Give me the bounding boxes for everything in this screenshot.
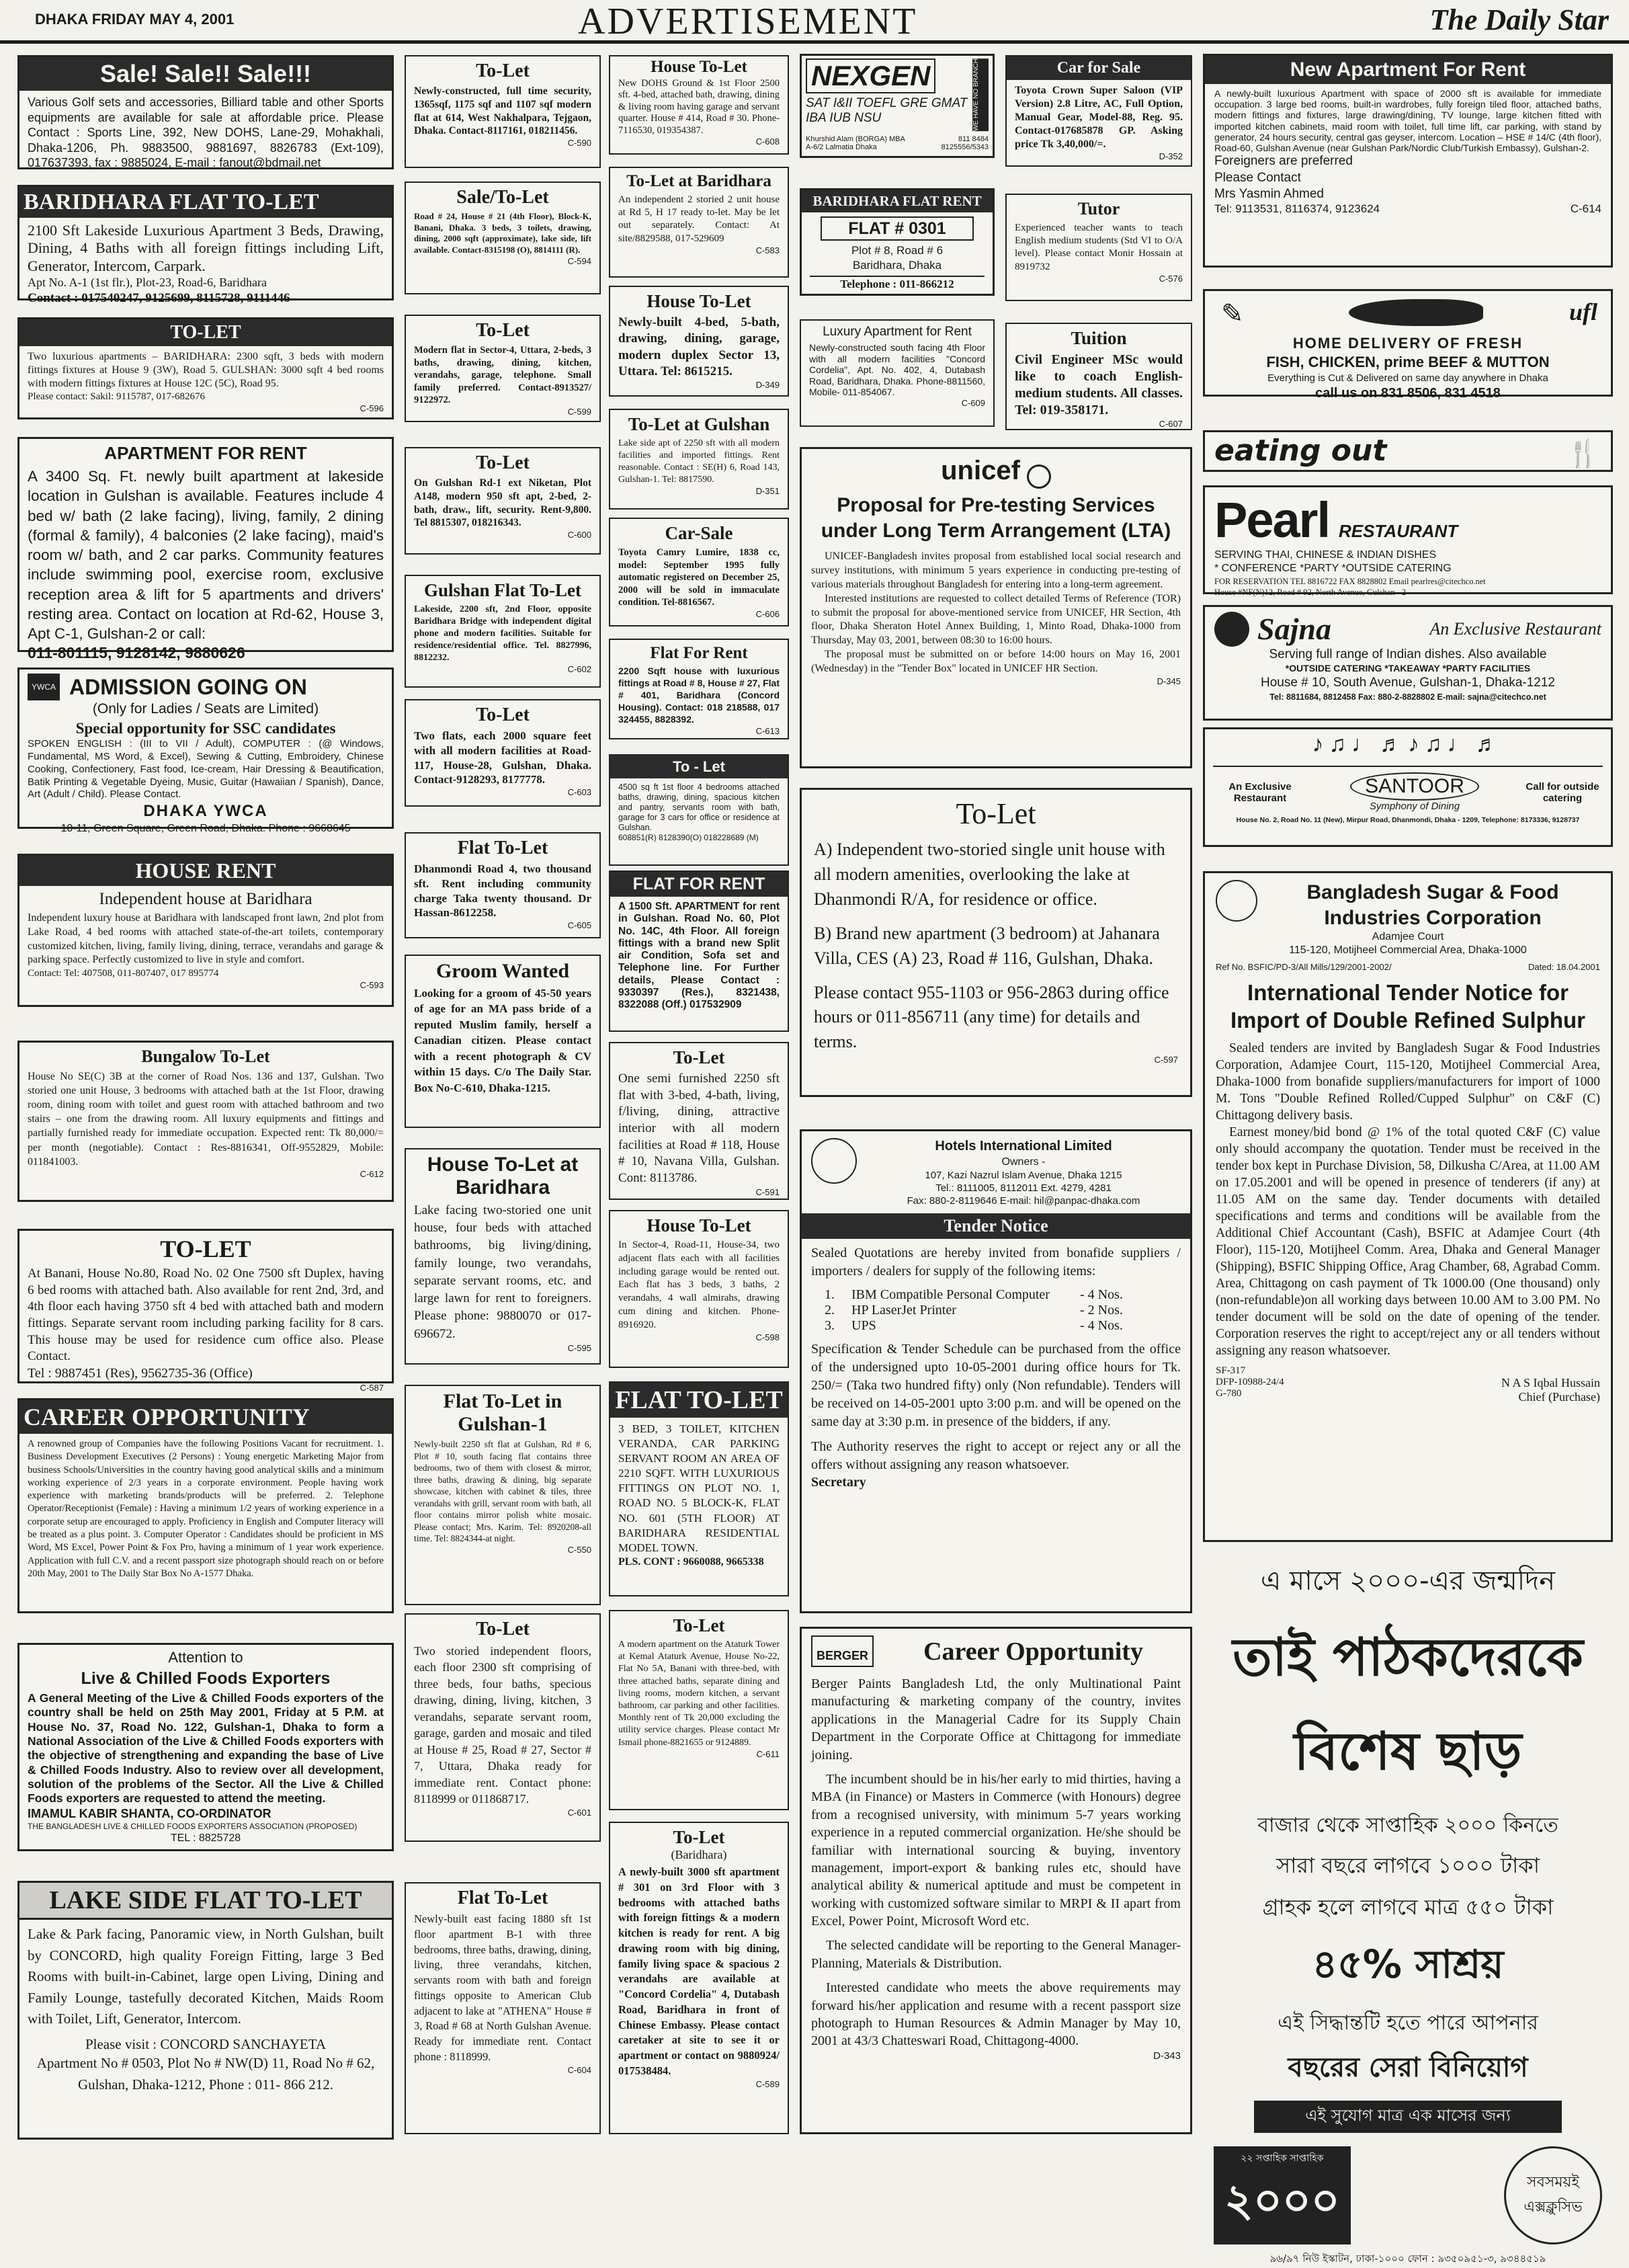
ad-title: Sale! Sale!! Sale!!! bbox=[19, 57, 392, 91]
ad-special: Special opportunity for SSC candidates bbox=[75, 719, 336, 737]
ad-contact: Please contact: Sakil: 9115787, 017-682676 bbox=[28, 391, 205, 402]
nexgen-logo: NEXGEN bbox=[806, 58, 935, 93]
hotels-address: 107, Kazi Nazrul Islam Avenue, Dhaka 1215 bbox=[925, 1170, 1122, 1182]
ad-title: TO-LET bbox=[160, 1236, 251, 1262]
ad-ref: C-589 bbox=[755, 2078, 780, 2089]
sajna-address: House # 10, South Avenue, Gulshan-1, Dhaka-1212 bbox=[1260, 676, 1555, 690]
ad-flat-rent-concord bbox=[609, 639, 789, 739]
ad-body: Independent luxury house at Baridhara with landscaped front lawn, 2nd plot from Lake Road, 4 bed rooms with attached state-of-the-art toilets, contemporary customized kitchen, living, family living, dining, terrace, verandahs and garage & parking space. Perfectly customized to live in style and comfort. bbox=[28, 912, 384, 966]
ad-tolet-two-storied bbox=[405, 1613, 601, 1842]
bsfic-logo-icon bbox=[1216, 880, 1257, 922]
ad-body: Newly-constructed south facing 4th Floor with all modern facilities "Concord Cordelia", Apt. No. 402, 4, Dutabash Road, Baridhara, Dhaka. Phone-8811560, Mobile- 011-854067. bbox=[809, 342, 985, 398]
ad-body: Newly-built 2250 sft flat at Gulshan, Rd # 6, Plot # 10, south facing flat contains three bedrooms, two of them with closest & mirror, three baths, drawing & dining, big separate showcase, kitchen with cabinet & tiles, three verandahs with grill, servant room with bath, all floor contains mirror polish white mosaic. Please contact; Mrs. Karim. Tel: 8920208-all time. Tel: 8824344-at night. bbox=[414, 1439, 591, 1544]
ad-title: Gulshan Flat To-Let bbox=[423, 580, 582, 600]
pearl-address: House #NF(N)12, Road # 92, North Avenue, Gulshan - 2 bbox=[1214, 587, 1407, 597]
weekly-line-7: ৪৫% সাশ্রয় bbox=[1312, 1941, 1504, 1987]
bsfic-address: 115-120, Motijheel Commercial Area, Dhaka-1000 bbox=[1289, 944, 1527, 957]
ad-ref: C-599 bbox=[567, 406, 591, 417]
section-title: ADVERTISEMENT bbox=[578, 1, 918, 42]
ad-title: Flat To-Let bbox=[457, 1888, 548, 1908]
ad-body: On Gulshan Rd-1 ext Niketan, Plot A148, modern 950 sft apt, 2-bed, 2-bath, draw., lift, security. Rent-9,800. Tel 8815307, 018216343. bbox=[414, 477, 591, 529]
weekly-line-4: বাজার থেকে সাপ্তাহিক ২০০০ কিনতে bbox=[1257, 1814, 1558, 1837]
ad-tolet-banani bbox=[17, 1229, 394, 1393]
ad-body: A newly-built luxurious Apartment with space of 2000 sft is available for immediate occupation. 3 large bed rooms, built-in wardrobes, fully foreign tiled floor, attached baths, modern fittings and fixtures, large drawing/dining, TV lounge, large kitchen fitted with imported kitchen cabinets, maid room with toilet, full time lift, car parking, with stand by generator, 24 hours security, central gas geyser, intercom. Location – HSE # 14/C (4th floor), Road-60, Gulshan Avenue (near Gulshan Park/Nordic Club/Turkish Embassy), Gulshan-2. bbox=[1214, 88, 1601, 154]
ad-car-for-sale bbox=[1005, 55, 1192, 167]
ad-title: Proposal for Pre-testing Services under Long Term Arrangement (LTA) bbox=[821, 494, 1171, 542]
ad-body: 3 BED, 3 TOILET, KITCHEN VERANDA, CAR PARKING SERVANT ROOM AN AREA OF 2210 SQFT. WITH LUXURIOUS FITTINGS ON PLOT NO. 1, ROAD NO. 5 BLOCK-K, FLAT NO. 601 (5TH FLOOR) AT BARIDHARA RESIDENTIAL MODEL TOWN. bbox=[618, 1422, 780, 1554]
ad-body: Newly-constructed, full time security, 1365sqf, 1175 sqf and 1107 sqf modern flat at 614, West Nakhalpara, Tejgaon, Dhaka. Contact-8117161, 018211456. bbox=[414, 85, 591, 137]
ad-tolet-4500 bbox=[609, 754, 789, 866]
ad-association: THE BANGLADESH LIVE & CHILLED FOODS EXPORTERS ASSOCIATION (PROPOSED) bbox=[28, 1821, 358, 1831]
ad-tel: Tel: 9113531, 8116374, 9123624 bbox=[1214, 202, 1380, 216]
pearl-serving: SERVING THAI, CHINESE & INDIAN DISHES bbox=[1214, 549, 1437, 561]
santoor-tag: Symphony of Dining bbox=[1369, 801, 1460, 812]
ad-body: New DOHS Ground & 1st Floor 2500 sft. 4-bed, attached bath, drawing, dining & living room having garage and servant quarter. House # 414, Road # 30. Phone-7116530, 019354387. bbox=[618, 78, 780, 136]
ad-visit: Please visit : CONCORD SANCHAYETA bbox=[85, 2035, 327, 2052]
ad-ref: C-607 bbox=[1159, 419, 1183, 429]
hotels-fax: Fax: 880-2-8119646 E-mail: hil@panpac-dhaka.com bbox=[907, 1195, 1140, 1207]
ad-body: Lake facing two-storied one unit house, four beds with attached bathrooms, big living/dining, family lounge, two verandahs, separate servant rooms, etc. and large lawn for rent to foreigners. Please phone: 9880070 or 017-696672. bbox=[414, 1203, 591, 1341]
ad-title: To-Let at Baridhara bbox=[626, 172, 771, 190]
unicef-logo: unicef bbox=[941, 456, 1020, 485]
weekly-line-6: গ্রাহক হলে লাগবে মাত্র ৫৫০ টাকা bbox=[1262, 1894, 1554, 1920]
ad-flat-number: FLAT # 0301 bbox=[821, 216, 974, 241]
weekly-line-2: তাই পাঠকদেরকে bbox=[1233, 1627, 1583, 1688]
ad-tolet-two-flats bbox=[405, 699, 601, 807]
music-notes-icon: ♪♫♩♬♪♫♩♬ bbox=[1213, 732, 1603, 767]
ad-body-3: The selected candidate will be reporting to the General Manager-Planning, Materials & Distribution. bbox=[811, 1938, 1181, 1971]
nexgen-phone2: 8125556/5343 bbox=[941, 143, 989, 152]
sajna-logo-icon bbox=[1214, 612, 1249, 647]
ad-body: Two luxurious apartments – BARIDHARA: 2300 sqft, 3 beds with modern fittings fixtures at House 9 (3W), Road 5. GULSHAN: 3000 sqft 4 bed rooms with modern fittings fixtures at House 12C (5C), Road 95. bbox=[28, 351, 384, 389]
ad-body: 2100 Sft Lakeside Luxurious Apartment 3 Beds, Drawing, Dining, 4 Baths with all foreign fittings including Lift, Generator, Intercom, Carpark. bbox=[28, 222, 384, 274]
ad-body: Newly-built east facing 1880 sft 1st floor apartment B-1 with three bedrooms, three baths, drawing, dining, living, three verandahs, kitchen, servants room with bath and foreign fittings opposite to American Club adjacent to lake at "ATHENA" House # 3, Road # 68 at North Gulshan Avenue. Ready for immediate rent. Contact phone : 8118999. bbox=[414, 1912, 591, 2063]
ad-tolet-concord-cordelia bbox=[609, 1822, 789, 2134]
hotels-logo-icon bbox=[811, 1138, 857, 1184]
weekly-line-10: এই সুযোগ মাত্র এক মাসের জন্য bbox=[1254, 2101, 1562, 2133]
ad-ref: C-597 bbox=[1154, 1055, 1178, 1065]
ad-career bbox=[17, 1398, 394, 1613]
sajna-catering: *OUTSIDE CATERING *TAKEAWAY *PARTY FACILITIES bbox=[1285, 663, 1531, 674]
ad-sign: Secretary bbox=[811, 1474, 866, 1490]
ad-body: A modern apartment on the Ataturk Tower at Kemal Ataturk Avenue, House No-22, Flat No 5A, Banani with three-bed, with three attached baths, separate dining and living rooms, modern kitchen, a servant bathroom, car parking and other facilities. Monthly rent of Tk 20,000 excluding the utility service charges. Please contact Mr Ismail phone-8821655 or 9124889. bbox=[618, 1639, 780, 1748]
ad-ref: C-576 bbox=[1159, 273, 1183, 284]
ad-name: Mrs Yasmin Ahmed bbox=[1214, 187, 1324, 202]
ad-note: Everything is Cut & Delivered on same day anywhere in Dhaka bbox=[1267, 372, 1548, 384]
hotels-owners: Owners - bbox=[1001, 1156, 1046, 1168]
ad-ref: D-349 bbox=[755, 380, 780, 391]
bsfic-court: Adamjee Court bbox=[1372, 931, 1444, 942]
ad-body: Road # 24, House # 21 (4th Floor), Block-K, Banani, Dhaka. 3 beds, 3 toilets, drawing, dining, 2000 sqft (approximate), lake side, lift available. Contact-8315198 (O), 8814111 (R). bbox=[414, 211, 591, 255]
ad-ref: C-608 bbox=[755, 136, 780, 147]
ad-tel: TEL : 8825728 bbox=[170, 1832, 241, 1845]
ad-nexgen bbox=[800, 54, 995, 158]
ad-ref: C-605 bbox=[567, 920, 591, 930]
weekly-line-9: বছরের সেরা বিনিয়োগ bbox=[1288, 2052, 1528, 2083]
sajna-name: Sajna bbox=[1257, 612, 1331, 646]
ad-title: HOME DELIVERY OF FRESH bbox=[1292, 335, 1523, 352]
ad-title: BARIDHARA FLAT TO-LET bbox=[19, 187, 392, 218]
page-header bbox=[0, 0, 1629, 44]
ad-flat-athena bbox=[405, 1882, 601, 2134]
ad-ref: C-594 bbox=[567, 255, 591, 266]
pearl-logo: Pearl bbox=[1214, 492, 1330, 548]
ad-bungalow bbox=[17, 1041, 394, 1202]
ad-body: Various Golf sets and accessories, Billiard table and other Sports equipments are available for sale at affordable price. Please Contact : Sports Line, 392, New DOHS, Lane-29, Mohakhali, Dhaka-1206, Ph. 9883500, 9881697, 8826783 (Ext-109), 017637393, fax : 9885024, E-mail : fanout@bdmail.net bbox=[28, 95, 384, 169]
ad-sale-tolet bbox=[405, 181, 601, 294]
nexgen-courses: SAT I&II TOEFL GRE GMAT IBA IUB NSU bbox=[806, 96, 968, 125]
ywca-logo: YWCA bbox=[28, 674, 60, 700]
santoor-right: Call for outside catering bbox=[1526, 780, 1599, 804]
ad-body: 4500 sq ft 1st floor 4 bedrooms attached baths, drawing, dining, spacious kitchen and pantry, servants room with bath, garage for 3 cars for office or residence at Gulshan. bbox=[618, 782, 780, 832]
ad-subtitle: (Baridhara) bbox=[671, 1848, 727, 1861]
ad-ref: C-591 bbox=[755, 1186, 780, 1197]
santoor-name: SANTOOR bbox=[1350, 772, 1479, 801]
ad-ref: C-550 bbox=[567, 1544, 591, 1555]
ad-body-4: Interested candidate who meets the above requirements may forward his/her application and resume with a recent passport size photograph to Human Resources & Admin Manager by May 10, 2001 at 43/3 Chatteswari Road, Chittagong-4000. bbox=[811, 1980, 1181, 2049]
weekly-line-8: এই সিদ্ধান্তটি হতে পারে আপনার bbox=[1278, 2011, 1538, 2035]
ad-body: 2200 Sqft house with luxurious fittings at Road # 8, House # 27, Flat # 401, Baridhara (Concord Housing). Contact: 018 218588, 017 324455, 8828392. bbox=[618, 665, 780, 725]
ad-address: 10-11, Green Square, Green Road, Dhaka. Phone : 9668645 bbox=[60, 822, 351, 834]
ad-title: FLAT FOR RENT bbox=[610, 872, 788, 897]
ad-body: Two flats, each 2000 square feet with all modern facilities at Road-117, House-28, Gulshan, Dhaka. Contact-9128293, 8177778. bbox=[414, 729, 591, 786]
ad-title: To-Let bbox=[476, 1619, 530, 1639]
ad-name: IMAMUL KABIR SHANTA, CO-ORDINATOR bbox=[28, 1806, 272, 1820]
ad-title: To-Let bbox=[476, 60, 530, 81]
berger-logo: BERGER bbox=[811, 1635, 874, 1667]
ad-title: ADMISSION GOING ON bbox=[69, 674, 307, 699]
bsfic-refno: Ref No. BSFIC/PD-3/All Mills/129/2001-2002/ bbox=[1216, 961, 1392, 972]
ufl-logo: ufl bbox=[1569, 298, 1597, 325]
ad-title: Groom Wanted bbox=[435, 960, 570, 982]
weekly-line-5: সারা বছরে লাগবে ১০০০ টাকা bbox=[1276, 1853, 1540, 1878]
ad-ref: C-602 bbox=[567, 663, 591, 674]
ad-title: To-Let bbox=[673, 1615, 725, 1635]
ad-baridhara-flat-rent bbox=[800, 188, 995, 296]
ad-house-rent bbox=[17, 854, 394, 1007]
unicef-globe-icon bbox=[1027, 464, 1051, 489]
ad-luxury-apartment bbox=[800, 319, 995, 427]
scribble-icon: ✎ bbox=[1221, 298, 1244, 329]
dish-icon: 🍴 bbox=[1567, 438, 1600, 469]
ad-tolet-dhanmondi bbox=[800, 788, 1192, 1097]
ad-body: Looking for a groom of 45-50 years of age for an MA pass bride of a reputed Muslim family, herself a Canadian citizen. Please contact with a recent photograph & CV within 15 days. C/o The Daily Star. Box No-C-610, Dhaka-1215. bbox=[414, 987, 591, 1094]
ad-flat-rent-gulshan bbox=[609, 870, 789, 1032]
ad-ref: D-351 bbox=[755, 485, 780, 496]
list-item: 3. UPS - 4 Nos. bbox=[825, 1318, 1123, 1333]
ad-car-sale bbox=[609, 518, 789, 626]
ad-body-3: The proposal must be submitted on or before 14:00 hours on May 16, 2001 (Wednesday) in the "Tender Box" located in UNICEF HR Section. bbox=[811, 648, 1181, 674]
nexgen-name: Khurshid Alam (BORGA) MBA bbox=[806, 135, 905, 144]
santoor-left: An Exclusive Restaurant bbox=[1228, 780, 1292, 804]
tender-items bbox=[825, 1287, 1181, 1334]
ad-unicef bbox=[800, 447, 1192, 768]
ad-phones: 011-801115, 9128142, 9880626 bbox=[28, 644, 245, 662]
ad-title: Career Opportunity bbox=[923, 1637, 1143, 1666]
ad-house-sector4 bbox=[609, 1210, 789, 1368]
ad-apartment-rent bbox=[17, 437, 394, 662]
ad-flat-gulshan1 bbox=[405, 1385, 601, 1605]
ad-body: A 3400 Sq. Ft. newly built apartment at lakeside location in Gulshan is available. Features include 4 bed w/ bath (2 lake facing), living, family, 2 dining (formal & family), 4 balconies (2 lake facing), maid's room w/ bath, and 2 car parks. Community features include swimming pool, exercise room, exclusive reception area & lift for 5 apartments and drivers' resting area. Contact on location at Rd-62, House 3, Apt C-1, Gulshan-2 or call: bbox=[28, 468, 384, 642]
ad-tolet-baridhara bbox=[609, 167, 789, 278]
ad-contact: 608851(R) 8128390(O) 018228689 (M) bbox=[618, 833, 759, 842]
hotels-name: Hotels International Limited bbox=[935, 1139, 1112, 1153]
nexgen-address: A-6/2 Lalmatia Dhaka bbox=[806, 143, 877, 152]
ad-title: To-Let bbox=[956, 797, 1036, 830]
ad-body: A General Meeting of the Live & Chilled Foods exporters of the country shall be held on 25th May 2001, Friday at 5 P.M. at House No. 37, Road No. 122, Gulshan-1, Dhaka to form a National Association of the Live & Chilled Foods exporters with the objective of strengthening and expanding the base of Live & Chilled Foods Industry. Also to review over all development, solution of the problems of the Sector. All the Live & Chilled Foods exporters are requested to attend the meeting. bbox=[28, 1691, 384, 1806]
nexgen-phone: 811 8484 bbox=[958, 135, 989, 144]
ad-title: Tutor bbox=[1077, 199, 1120, 218]
pearl-tag: RESTAURANT bbox=[1339, 521, 1458, 541]
ad-title: To-Let bbox=[476, 452, 530, 473]
ad-tolet-navana bbox=[609, 1042, 789, 1200]
ad-ref: C-590 bbox=[567, 138, 591, 149]
bsfic-title: Bangladesh Sugar & Food Industries Corporation bbox=[1306, 881, 1559, 929]
ad-lakeside bbox=[17, 1881, 394, 2140]
ad-ref: C-612 bbox=[360, 1168, 384, 1179]
header-date: DHAKA FRIDAY MAY 4, 2001 bbox=[35, 11, 235, 28]
ad-title: Attention to bbox=[168, 1649, 243, 1666]
ad-ref: C-596 bbox=[360, 403, 384, 414]
list-item: 1. IBM Compatible Personal Computer - 4 Nos. bbox=[825, 1287, 1123, 1302]
ad-title: APARTMENT FOR RENT bbox=[104, 443, 307, 463]
ad-title: LAKE SIDE FLAT TO-LET bbox=[19, 1883, 392, 1920]
ad-weekly-2000 bbox=[1203, 1546, 1613, 2265]
ad-title: FLAT TO-LET bbox=[610, 1383, 788, 1418]
ad-subtitle: (Only for Ladies / Seats are Limited) bbox=[92, 701, 319, 717]
ad-title: To-Let bbox=[476, 704, 530, 725]
bsfic-dated: Dated: 18.04.2001 bbox=[1528, 961, 1600, 972]
ad-city: Baridhara, Dhaka bbox=[852, 258, 942, 272]
ad-tolet-tejgaon bbox=[405, 55, 601, 168]
ad-body: Experienced teacher wants to teach English medium students (Std VI to O/A level). Please contact Monir Hossain at 8919732 bbox=[1015, 222, 1183, 272]
ad-items: FISH, CHICKEN, prime BEEF & MUTTON bbox=[1266, 354, 1550, 371]
bsfic-sf: SF-317 bbox=[1216, 1365, 1246, 1376]
ad-body: In Sector-4, Road-11, House-34, two adjacent flats each with all facilities including garage would be rented out. Each flat has 3 beds, 3 baths, 2 verandahs, 4 wall almirahs, drawing cum dining and kitchen. Phone-8916920. bbox=[618, 1240, 780, 1330]
ad-address: Apt No. A-1 (1st flr.), Plot-23, Road-6, Baridhara bbox=[28, 276, 267, 290]
weekly-badge: সবসময়ই এক্সক্লুসিভ bbox=[1504, 2146, 1602, 2244]
ad-authority: The Authority reserves the right to accept or reject any or all the offers without assigning any reason whatsoever. bbox=[811, 1439, 1181, 1472]
ad-title: Flat To-Let in Gulshan-1 bbox=[443, 1390, 562, 1435]
ad-santoor-restaurant bbox=[1203, 727, 1613, 847]
ad-title: House To-Let bbox=[646, 291, 751, 311]
ad-tutor bbox=[1005, 194, 1192, 301]
ad-ref: C-611 bbox=[756, 1748, 780, 1759]
ad-body: Two storied independent floors, each floor 2300 sft comprising of three beds, four baths, specious drawing, dining, living, kitchen, 3 verandahs, separate servant room, garage, garden and mosaic and tiled at House # 25, Road # 27, Sector # 7, Uttara, Dhaka ready for immediate rent. Contact phone: 8118999 or 011868717. bbox=[414, 1644, 591, 1806]
santoor-address: House No. 2, Road No. 11 (New), Mirpur Road, Dhanmondi, Dhaka - 1209, Telephone: 8173336, 9128737 bbox=[1236, 816, 1580, 824]
fish-icon bbox=[1349, 299, 1483, 326]
ad-title: House To-Let bbox=[646, 1215, 751, 1236]
ad-body: Civil Engineer MSc would like to coach English-medium students. All classes. Tel: 019-358171. bbox=[1015, 352, 1183, 417]
ad-body: Newly-built 4-bed, 5-bath, drawing, dining, garage, modern duplex Sector 13, Uttara. Tel: 8615215. bbox=[618, 315, 780, 378]
masthead: The Daily Star bbox=[1429, 3, 1609, 36]
ad-body-1: Berger Paints Bangladesh Ltd, the only Multinational Paint manufacturing & marketing company of the country, invites applications in the Managerial Cadre for its Supply Chain Department in the Corporate Office at Chittagong for immediate joining. bbox=[811, 1676, 1181, 1763]
ad-body: SPOKEN ENGLISH : (III to VII / Adult), COMPUTER : (@ Windows, Fundamental, MS Word, & Excel), Sewing & Cutting, Embroidery, Chinese Cooking, Confectionery, Fast food, Ice-cream, Hair Dressing & Beautification, Batik Printing & Vegetable Dyeing, Music, Guitar (Hawaiian / Spanish), Dance, Art (Adult / Child). Please Contact. bbox=[28, 738, 384, 801]
ad-ref: D-352 bbox=[1159, 151, 1183, 161]
weekly-logo: ২০০০ bbox=[1224, 2175, 1340, 2226]
ad-ufl-delivery bbox=[1203, 289, 1613, 401]
ad-ref: C-593 bbox=[360, 980, 384, 991]
bsfic-body-2: Earnest money/bid bond @ 1% of the total quoted C&F (C) value only should accompany the quotation. Tender must be received in the tender box kept in Purchase Division, 58, Dilkusha C/Area, at 11.00 AM on 17.05.2001 and will be opened in presence of tenderers (if any) at 11.05 AM on the same day. Tender documents with detailed specifications and terms and conditions will be available from the Additional Chief Accountant (Cash), BSFIC at Adamjee Court (4th Floor), 115-120, Motijheel Comm. Area, Dhaka and General Manager (Shipping), BSFIC Shipping Office, Arag Chamber, 68, Agrabad Comm. Area, Chittagong on cash payment of Tk 1000.00 (One thousand) only (non-refundable)on all working days between 10.00 AM to 3.00 PM. No tender document will be sold on the date of opening of the tender. Corporation reserves the right to accept/reject any or all tenders without assigning any reason whatsoever. bbox=[1216, 1125, 1600, 1358]
ad-body: At Banani, House No.80, Road No. 02 One 7500 sft Duplex, having 6 bed rooms with attached bath. Also available for rent 2nd, 3rd, and 4th floor each having 3750 sft 4 bed with attached bath and modern fittings. Separate servant room including parking facility for 8 cars. This house may be used for residence cum office also. Please Contact. bbox=[28, 1266, 384, 1364]
sajna-tel: Tel: 8811684, 8812458 Fax: 880-2-8828802 E-mail: sajna@citechco.net bbox=[1269, 692, 1546, 702]
ad-ref: C-606 bbox=[755, 608, 780, 619]
weekly-line-1: এ মাসে ২০০০-এর জন্মদিন bbox=[1260, 1566, 1556, 1596]
ad-body: One semi furnished 2250 sft flat with 3-bed, 4-bath, living, f/living, dining, attractive interior with all modern facilities at Road # 118, House # 10, Navana Villa, Gulshan. Cont: 8113786. bbox=[618, 1071, 780, 1186]
ad-subtitle: Independent house at Baridhara bbox=[99, 890, 312, 908]
ad-ref: C-583 bbox=[755, 245, 780, 255]
weekly-line-3: বিশেষ ছাড় bbox=[1294, 1722, 1522, 1782]
ad-title: Flat To-Let bbox=[457, 838, 548, 858]
ad-title: Tender Notice bbox=[802, 1213, 1190, 1239]
ad-ref: C-603 bbox=[567, 787, 591, 797]
ad-ref: C-600 bbox=[567, 530, 591, 540]
ad-tolet-uttara bbox=[405, 315, 601, 422]
ad-contact: Please contact 955-1103 or 956-2863 during office hours or 011-856711 (any time) for details and terms. bbox=[814, 982, 1169, 1052]
ad-title: Flat For Rent bbox=[650, 644, 748, 662]
ad-call: call us on 831 8506, 831 4518 bbox=[1315, 385, 1501, 401]
bsfic-sign: N A S Iqbal Hussain bbox=[1501, 1375, 1600, 1389]
ad-tolet-gulshan bbox=[609, 409, 789, 510]
ad-contact: PLS. CONT : 9660088, 9665338 bbox=[618, 1555, 764, 1568]
ad-ref: C-609 bbox=[961, 397, 985, 408]
ad-baridhara-flat bbox=[17, 185, 394, 306]
sajna-tag: An Exclusive Restaurant bbox=[1429, 618, 1601, 639]
ad-title: To-Let at Gulshan bbox=[628, 414, 770, 434]
ad-title: Car-Sale bbox=[665, 523, 733, 543]
ad-body-2: The incumbent should be in his/her early to mid thirties, having a MBA (in Finance) or Masters in Commerce (with Honours) degree from a recognised university, with minimum 5-7 years working experience in a reputed commercial organization. He/she should be familiar with international sourcing & buying, inventory management, import-export & banking rules etc, should have analytical ability & numerical aptitude and must be competent in working with customized software similar to MRPI & II apart from Excel, Power Point, Microsoft Word etc. bbox=[811, 1771, 1181, 1929]
ad-ref: C-601 bbox=[567, 1807, 591, 1818]
ad-title: Bungalow To-Let bbox=[141, 1047, 270, 1066]
ad-body: Lake & Park facing, Panoramic view, in North Gulshan, built by CONCORD, high quality Foreign Fitting, large 3 Bed Rooms with built-in-Cabinet, large open Living, Dining and Family Lounge, tastefully decorated Kitchen, Maids Room with Toilet, Lift, Generator, Intercom. bbox=[28, 1926, 384, 2027]
ad-tel: Tel : 9887451 (Res), 9562735-36 (Office) bbox=[28, 1366, 253, 1381]
ad-bsfic-tender bbox=[1203, 871, 1613, 1542]
ad-title: To-Let bbox=[673, 1827, 725, 1847]
ad-option-b: B) Brand new apartment (3 bedroom) at Jahanara Villa, CES (A) 23, Road # 116, Gulshan, Dhaka. bbox=[814, 923, 1160, 968]
ad-ref: C-587 bbox=[360, 1382, 384, 1393]
ad-flat-tolet-block-k bbox=[609, 1381, 789, 1596]
pearl-catering: * CONFERENCE *PARTY *OUTSIDE CATERING bbox=[1214, 563, 1452, 575]
bsfic-dfp: DFP-10988-24/4 bbox=[1216, 1376, 1284, 1387]
ad-org: DHAKA YWCA bbox=[143, 802, 268, 821]
ad-body-1: UNICEF-Bangladesh invites proposal from established local social research and survey institutions, with minimum 5 years experience in conducting pre-testing of various materials throughout Bangladesh for entering into a long-term agreement. bbox=[811, 551, 1181, 590]
bsfic-heading: International Tender Notice for Import of Double Refined Sulphur bbox=[1230, 979, 1585, 1033]
ad-ref: C-598 bbox=[755, 1332, 780, 1342]
ad-contact: Contact : 017540247, 9125699, 8115728, 9111446 bbox=[28, 291, 290, 306]
ad-plot: Plot # 8, Road # 6 bbox=[851, 244, 944, 257]
ad-body: An independent 2 storied 2 unit house at Rd 5, H 17 ready to-let. May be let out separately. Contact: At site/8829588, 017-529609 bbox=[618, 194, 780, 244]
hotels-tel: Tel.: 8111005, 8112011 Ext. 4279, 4281 bbox=[935, 1182, 1112, 1194]
ad-title: HOUSE RENT bbox=[19, 856, 392, 886]
ad-body: Specification & Tender Schedule can be purchased from the office of the undersigned upto 10-05-2001 during office hours for Tk. 250/= (Taka two hundred fifty) only (Non refundable). Tenders will be received on 14-05-2001 upto 3:00 p.m. and will be opened on the same day at 3:30 p.m. in presence of the bidders, if any. bbox=[811, 1341, 1181, 1429]
weekly-address: ৯৬/৯৭ নিউ ইস্কাটন, ঢাকা-১০০০ ফোন : ৯৩৫০৯৫১-৩, ৯৩৪৪৫১৯ bbox=[1269, 2253, 1546, 2265]
ad-preference: Foreigners are preferred bbox=[1214, 154, 1353, 169]
ad-title: To-Let bbox=[476, 320, 530, 341]
ad-title: Tuition bbox=[1071, 328, 1127, 348]
ad-ref: C-613 bbox=[755, 725, 780, 736]
ad-title: To - Let bbox=[610, 756, 788, 778]
ad-title: Sale/To-Let bbox=[456, 187, 549, 208]
ad-contact: Contact: Tel: 407508, 011-807407, 017 895774 bbox=[28, 968, 219, 979]
ad-title: To-Let bbox=[673, 1047, 725, 1067]
ad-tolet-luxury bbox=[17, 317, 394, 419]
ad-title: Luxury Apartment for Rent bbox=[823, 325, 972, 339]
ad-body: A newly-built 3000 sft apartment # 301 on 3rd Floor with 3 bedrooms with attached baths with foreign fittings & a modern kitchen is ready for rent. A big drawing room with big dining, family living space & spacious 2 verandahs are available at "Concord Cordelia" 4, Dutabash Road, Baridhara in front of Chinese Embassy. Please contact caretaker at site to see it or apartment or contact on 9880924/ 017538484. bbox=[618, 1865, 780, 2077]
nexgen-tag: WE HAVE NO BRANCH bbox=[972, 58, 989, 131]
ad-title: House To-Let at Baridhara bbox=[427, 1153, 579, 1199]
ad-hotels-tender bbox=[800, 1129, 1192, 1613]
bsfic-sign-title: Chief (Purchase) bbox=[1518, 1389, 1600, 1404]
ad-house-uttara bbox=[609, 286, 789, 397]
ad-option-a: A) Independent two-storied single unit house with all modern amenities, overlooking the lake at Dhanmondi R/A, for residence or office. bbox=[814, 840, 1165, 909]
ad-title: CAREER OPPORTUNITY bbox=[19, 1400, 392, 1434]
ad-ref: C-595 bbox=[567, 1342, 591, 1353]
ad-subtitle: Live & Chilled Foods Exporters bbox=[81, 1669, 331, 1688]
ad-pearl-restaurant bbox=[1203, 485, 1613, 597]
ad-ref: D-345 bbox=[1157, 676, 1181, 686]
ad-ref: D-343 bbox=[1153, 2050, 1181, 2062]
weekly-logo-top: ২২ সপ্তাহিক সাপ্তাহিক bbox=[1241, 2153, 1324, 2164]
pearl-reservation: FOR RESERVATION TEL 8816722 FAX 8828802 Email pearlres@citechco.net bbox=[1214, 576, 1486, 586]
ad-title: New Apartment For Rent bbox=[1205, 56, 1611, 84]
ad-contact: Please Contact bbox=[1214, 170, 1301, 185]
ad-body: Dhanmondi Road 4, two thousand sft. Rent including community charge Taka twenty thousand. Dr Hassan-8612258. bbox=[414, 862, 591, 920]
ad-house-dohs bbox=[609, 55, 789, 155]
ad-berger-career bbox=[800, 1627, 1192, 2134]
eating-out-banner bbox=[1203, 430, 1613, 472]
ad-title: TO-LET bbox=[19, 319, 392, 346]
ad-sajna-restaurant bbox=[1203, 605, 1613, 721]
bsfic-body-1: Sealed tenders are invited by Bangladesh Sugar & Food Industries Corporation, Adamjee Court, 115-120, Motijheel Commercial Area, Dhaka-1000 from bonafide suppliers/manufacturers for import of 1000 M. Tons "Double Refined Rolled/Cupped Sulphur" on C&F (C) Chittagong delivery basis. bbox=[1216, 1041, 1600, 1123]
ad-gulshan-flat bbox=[405, 575, 601, 688]
ad-body: A renowned group of Companies have the following Positions Vacant for recruitment. 1. Business Development Executives (2 Persons) : Young energetic Marketing Major from business Schools/Universities in the country having good analytical skills and a minimum working experience of 2/3 years in a corporate environment. People having work experience with marketing brands/products will be preferred. 2. Telephone Operator/Receptionist (Female) : Having a minimum 1/2 years of working experience in a corporate setup are encouraged to apply. Proficiency in English and Computer literacy will be treated as a plus point. 3. Computer Operator : Candidates should be proficient in MS Word, MS Excel, Power Point & Fox Pro, having a minimum of 1 year work experience. Application with full C.V. and a recent passport size photograph should reach on or before 20th May, 2001 to The Daily Star Box No A-1577 Dhaka. bbox=[28, 1439, 384, 1579]
ad-body: Toyota Camry Lumire, 1838 cc, model: September 1995 fully automatic registered on December 25, 2000 will be sold in immaculate condition. Tel-8816567. bbox=[618, 547, 780, 608]
ad-tel: Telephone : 011-866212 bbox=[810, 276, 985, 292]
sajna-serving: Serving full range of Indian dishes. Also available bbox=[1269, 647, 1547, 661]
ad-house-baridhara bbox=[405, 1148, 601, 1365]
ad-ref: C-614 bbox=[1570, 202, 1601, 216]
ad-ref: C-604 bbox=[567, 2064, 591, 2075]
ad-body: Modern flat in Sector-4, Uttara, 2-beds, 3 baths, drawing, dining, kitchen, verandahs, garage, telephone. Small family preferred. Contact-8913527/ 9122972. bbox=[414, 345, 591, 406]
ad-groom-wanted bbox=[405, 955, 601, 1128]
ad-ywca bbox=[17, 667, 394, 834]
ad-body-2: Interested institutions are requested to collect detailed Terms of Reference (TOR) to submit the proposal for above-mentioned service from UNICEF, HR Section, 4th floor, Dhaka Sheraton Hotel Annex Building, 1, Minto Road, Dhaka-1000 from Thursday, May 03, 2001, between 08:30 to 16:00 hours. bbox=[811, 592, 1181, 647]
ad-title: Car for Sale bbox=[1007, 56, 1191, 80]
ad-tolet-niketan bbox=[405, 447, 601, 555]
ad-body: Toyota Crown Super Saloon (VIP Version) 2.8 Litre, AC, Full Option, Manual Gear, Model-88, Reg. 95. Contact-017685878 GP. Asking price Tk 3,40,000/=. bbox=[1015, 85, 1183, 150]
ad-body: Lakeside, 2200 sft, 2nd Floor, opposite Baridhara Bridge with independent digital phone and modern facilities. Suitable for residence/residential office. Tel. 8827996, 8812232. bbox=[414, 604, 591, 663]
ad-flat-dhanmondi bbox=[405, 832, 601, 938]
ad-new-apartment bbox=[1203, 54, 1613, 268]
ad-address: Apartment No # 0503, Plot No # NW(D) 11, Road No # 62, Gulshan, Dhaka-1212, Phone : 011- 866 212. bbox=[36, 2055, 375, 2093]
ad-body: Lake side apt of 2250 sft with all modern facilities and imported fittings. Rent reasonable. Contact : SE(H) 6, Road 143, Gulshan-1. Tel: 8817590. bbox=[618, 438, 780, 485]
ad-body: A 1500 Sft. APARTMENT for rent in Gulshan. Road No. 60, Plot No. 14C, 4th Floor. All foreign fittings with a brand new Split air Condition, Sofa set and Telephone line. For Further details, Please Contact : 9330397 (Res.), 8321438, 8322088 (Off.) 017532909 bbox=[618, 901, 780, 1011]
ad-title: House To-Let bbox=[651, 58, 747, 76]
ad-attention bbox=[17, 1643, 394, 1851]
bsfic-g: G-780 bbox=[1216, 1387, 1242, 1399]
ad-body: House No SE(C) 3B at the corner of Road Nos. 136 and 137, Gulshan. Two storied one unit House, 3 bedrooms with attached bath at the 1st Floor, drawing room, dining room with toilet and guest room with attached bathroom and two stairs – one from the drawing room. All luxury equipments and fittings and partially furnished ready for immediate occupation. Expected rent: Tk 80,000/= per month (negotiable). Contact : Res-8816341, Off-9552829, Mobile: 011841003. bbox=[28, 1071, 384, 1168]
ad-tolet-ataturk bbox=[609, 1610, 789, 1810]
ad-intro: Sealed Quotations are hereby invited from bonafide suppliers / importers / dealers for supply of the following items: bbox=[811, 1245, 1181, 1279]
ad-tuition bbox=[1005, 323, 1192, 430]
ad-title: BARIDHARA FLAT RENT bbox=[802, 190, 993, 212]
eating-out-title: eating out bbox=[1214, 434, 1387, 468]
list-item: 2. HP LaserJet Printer - 2 Nos. bbox=[825, 1302, 1123, 1318]
ad-sale bbox=[17, 55, 394, 169]
